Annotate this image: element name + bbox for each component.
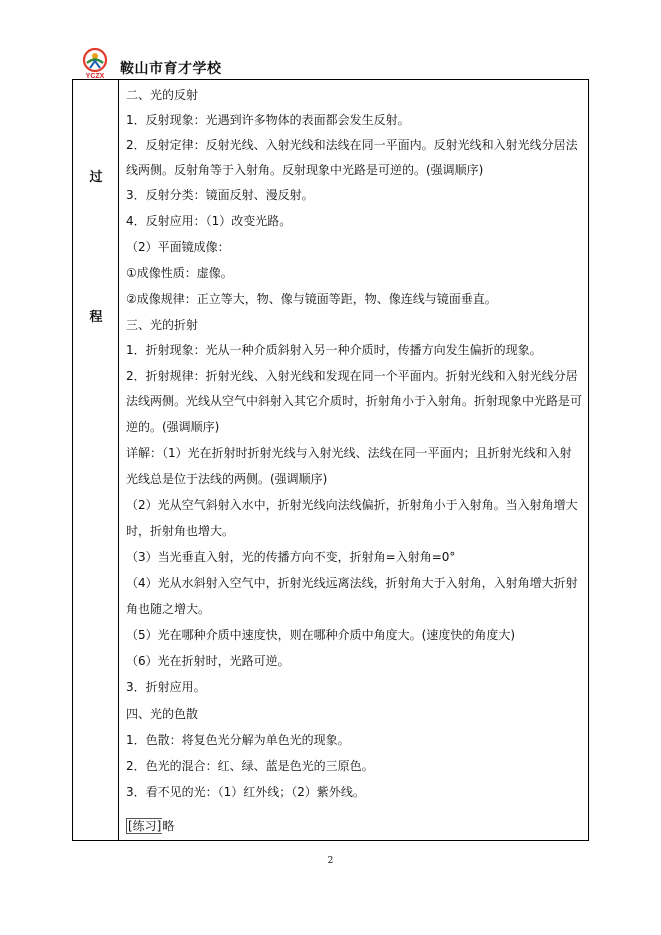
logo-text: YCZX (85, 73, 105, 80)
text-line: 1．色散：将复色光分解为单色光的现象。 (126, 733, 350, 747)
text-line: 2．反射定律：反射光线、入射光线和法线在同一平面内。反射光线和入射光线分居法 (126, 138, 578, 152)
text-line: 角也随之增大。 (126, 602, 211, 616)
text-line: 3．折射应用。 (126, 680, 206, 694)
text-line: ②成像规律：正立等大，物、像与镜面等距，物、像连线与镜面垂直。 (126, 292, 497, 306)
text-line: 3．反射分类：镜面反射、漫反射。 (126, 188, 314, 202)
text-line: 1．折射现象：光从一种介质斜射入另一种介质时，传播方向发生偏折的现象。 (126, 343, 542, 357)
text-line: 2．折射规律：折射光线、入射光线和发现在同一个平面内。折射光线和入射光线分居 (126, 369, 578, 383)
text-line: 线两侧。反射角等于入射角。反射现象中光路是可逆的。(强调顺序) (126, 163, 484, 177)
text-line: （2）光从空气斜射入水中，折射光线向法线偏折，折射角小于入射角。当入射角增大 (126, 498, 578, 512)
practice-line (126, 818, 582, 834)
text-line: 逆的。(强调顺序) (126, 420, 220, 434)
text-line: 详解：（1）光在折射时折射光线与入射光线、法线在同一平面内；且折射光线和入射 (126, 446, 572, 460)
text-line: 1．反射现象：光遇到许多物体的表面都会发生反射。 (126, 113, 410, 127)
text-line: （2）平面镜成像： (126, 240, 230, 254)
text-line: 法线两侧。光线从空气中斜射入其它介质时，折射角小于入射角。折射现象中光路是可 (126, 394, 583, 408)
side-label-guo: 过 (89, 170, 103, 185)
side-label-cheng: 程 (89, 310, 103, 325)
heading-refraction: 三、光的折射 (126, 318, 199, 332)
text-line: （4）光从水斜射入空气中，折射光线远离法线，折射角大于入射角，入射角增大折射 (126, 576, 578, 590)
text-line: ①成像性质：虚像。 (126, 266, 233, 280)
school-logo-icon (78, 46, 112, 80)
heading-reflection: 二、光的反射 (126, 88, 199, 102)
lesson-content (119, 80, 588, 840)
section-label-column (73, 80, 119, 840)
school-name: 鞍山市育才学校 (120, 61, 222, 77)
practice-tag: [练习] (128, 819, 162, 833)
text-line: （5）光在哪种介质中速度快，则在哪种介质中角度大。(速度快的角度大) (126, 628, 516, 642)
text-line: 3．看不见的光：（1）红外线；（2）紫外线。 (126, 785, 365, 799)
page-header (78, 46, 588, 82)
text-line: 2．色光的混合：红、绿、蓝是色光的三原色。 (126, 759, 374, 773)
text-line: （3）当光垂直入射，光的传播方向不变，折射角=入射角=0° (126, 550, 456, 564)
text-line: 时，折射角也增大。 (126, 524, 235, 538)
text-line: 光线总是位于法线的两侧。(强调顺序) (126, 472, 328, 486)
text-line: （6）光在折射时，光路可逆。 (126, 654, 290, 668)
practice-text: 略 (162, 819, 175, 833)
lesson-table (72, 79, 589, 841)
page-number: 2 (327, 856, 334, 866)
text-line: 4．反射应用：（1）改变光路。 (126, 214, 292, 228)
heading-dispersion: 四、光的色散 (126, 707, 199, 721)
